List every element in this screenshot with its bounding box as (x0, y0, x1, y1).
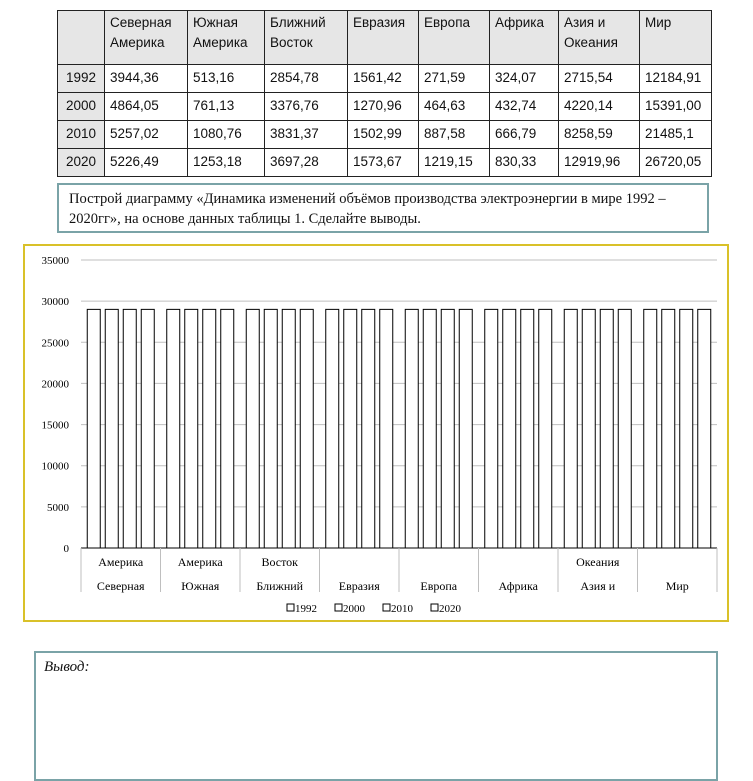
table-cell: 2854,78 (265, 65, 348, 93)
bar (264, 309, 277, 548)
x-tick-label: Восток (261, 555, 299, 569)
bar-chart (25, 246, 727, 620)
table-cell: 271,59 (419, 65, 490, 93)
table-cell: 5226,49 (105, 149, 188, 177)
bar (167, 309, 180, 548)
table-header-cell: Северная Америка (105, 11, 188, 65)
table-cell: 1502,99 (348, 121, 419, 149)
y-tick-label: 20000 (41, 378, 69, 391)
table-header-row (58, 11, 712, 65)
table-cell: 26720,05 (640, 149, 712, 177)
bar (564, 309, 577, 548)
table-row (58, 93, 712, 121)
bar (405, 309, 418, 548)
table-cell: 5257,02 (105, 121, 188, 149)
bar (282, 309, 295, 548)
bar (539, 309, 552, 548)
table-row (58, 149, 712, 177)
x-tick-label: Африка (498, 579, 538, 593)
table-cell: 12919,96 (559, 149, 640, 177)
bar (246, 309, 259, 548)
bar (185, 309, 198, 548)
bar (521, 309, 534, 548)
bar (662, 309, 675, 548)
table-header-cell (58, 11, 105, 65)
y-tick-label: 5000 (47, 501, 69, 514)
table-cell: 1253,18 (188, 149, 265, 177)
x-tick-label: Ближний (256, 579, 304, 593)
table-cell: 464,63 (419, 93, 490, 121)
table-cell-year: 1992 (58, 65, 105, 93)
bar (362, 309, 375, 548)
table-cell: 4220,14 (559, 93, 640, 121)
table-cell: 761,13 (188, 93, 265, 121)
table-cell: 3831,37 (265, 121, 348, 149)
task-box (57, 183, 709, 233)
y-tick-label: 30000 (41, 296, 69, 309)
chart-box (23, 244, 729, 622)
bar (680, 309, 693, 548)
table-cell: 3376,76 (265, 93, 348, 121)
table-row (58, 121, 712, 149)
table-row (58, 65, 712, 93)
data-table (57, 10, 712, 177)
y-tick-label: 10000 (41, 460, 69, 473)
table-header-cell: Европа (419, 11, 490, 65)
legend-label: 2000 (343, 603, 365, 615)
x-tick-label: Южная (181, 579, 220, 593)
table-cell-year: 2020 (58, 149, 105, 177)
legend-swatch (431, 604, 438, 611)
bar (698, 309, 711, 548)
bar (644, 309, 657, 548)
table-cell: 3697,28 (265, 149, 348, 177)
table-cell: 887,58 (419, 121, 490, 149)
legend-label: 2010 (391, 603, 413, 615)
legend-label: 2020 (439, 603, 461, 615)
table-header-cell: Ближний Восток (265, 11, 348, 65)
legend-swatch (287, 604, 294, 611)
bar (582, 309, 595, 548)
legend-swatch (383, 604, 390, 611)
bar (300, 309, 313, 548)
table-cell-year: 2000 (58, 93, 105, 121)
legend-label: 1992 (295, 603, 317, 615)
table-cell: 4864,05 (105, 93, 188, 121)
table-cell: 830,33 (490, 149, 559, 177)
x-tick-label: Америка (177, 555, 223, 569)
bar (123, 309, 136, 548)
bar (344, 309, 357, 548)
bar (600, 309, 613, 548)
bar (503, 309, 516, 548)
x-tick-label: Евразия (338, 579, 380, 593)
bar (141, 309, 154, 548)
result-box[interactable] (34, 651, 718, 781)
bar (105, 309, 118, 548)
table-header-cell: Южная Америка (188, 11, 265, 65)
task-text: Построй диаграмму «Динамика изменений объёмов производства электроэнергии в мире 1992 – 2020гг», на основе данных таблицы 1. Сделайте выводы. (69, 191, 666, 227)
x-tick-label: Северная (96, 579, 145, 593)
table-header-cell: Мир (640, 11, 712, 65)
x-tick-label: Европа (420, 579, 458, 593)
table-cell: 432,74 (490, 93, 559, 121)
legend-swatch (335, 604, 342, 611)
result-label: Вывод: (44, 659, 90, 675)
table-cell: 8258,59 (559, 121, 640, 149)
bar (87, 309, 100, 548)
table-cell: 1561,42 (348, 65, 419, 93)
table-header-cell: Африка (490, 11, 559, 65)
x-tick-label: Америка (98, 555, 144, 569)
y-tick-label: 0 (63, 543, 69, 555)
table-cell: 1080,76 (188, 121, 265, 149)
bar (380, 309, 393, 548)
table-header-cell: Евразия (348, 11, 419, 65)
bar (221, 309, 234, 548)
bar (326, 309, 339, 548)
bar (485, 309, 498, 548)
table-cell: 21485,1 (640, 121, 712, 149)
table-cell: 1573,67 (348, 149, 419, 177)
table-cell: 324,07 (490, 65, 559, 93)
y-tick-label: 15000 (41, 419, 69, 432)
x-tick-label: Азия и (580, 579, 616, 593)
table-cell: 666,79 (490, 121, 559, 149)
table-cell: 1219,15 (419, 149, 490, 177)
y-tick-label: 25000 (41, 337, 69, 350)
x-tick-label: Океания (576, 555, 620, 569)
bar (618, 309, 631, 548)
table-cell: 3944,36 (105, 65, 188, 93)
table-cell: 12184,91 (640, 65, 712, 93)
table-cell: 2715,54 (559, 65, 640, 93)
bar (459, 309, 472, 548)
table-header-cell: Азия и Океания (559, 11, 640, 65)
bar (441, 309, 454, 548)
x-tick-label: Мир (665, 579, 689, 593)
table-cell: 513,16 (188, 65, 265, 93)
table-cell-year: 2010 (58, 121, 105, 149)
table-cell: 1270,96 (348, 93, 419, 121)
y-tick-label: 35000 (41, 255, 69, 267)
table-cell: 15391,00 (640, 93, 712, 121)
bar (423, 309, 436, 548)
bar (203, 309, 216, 548)
